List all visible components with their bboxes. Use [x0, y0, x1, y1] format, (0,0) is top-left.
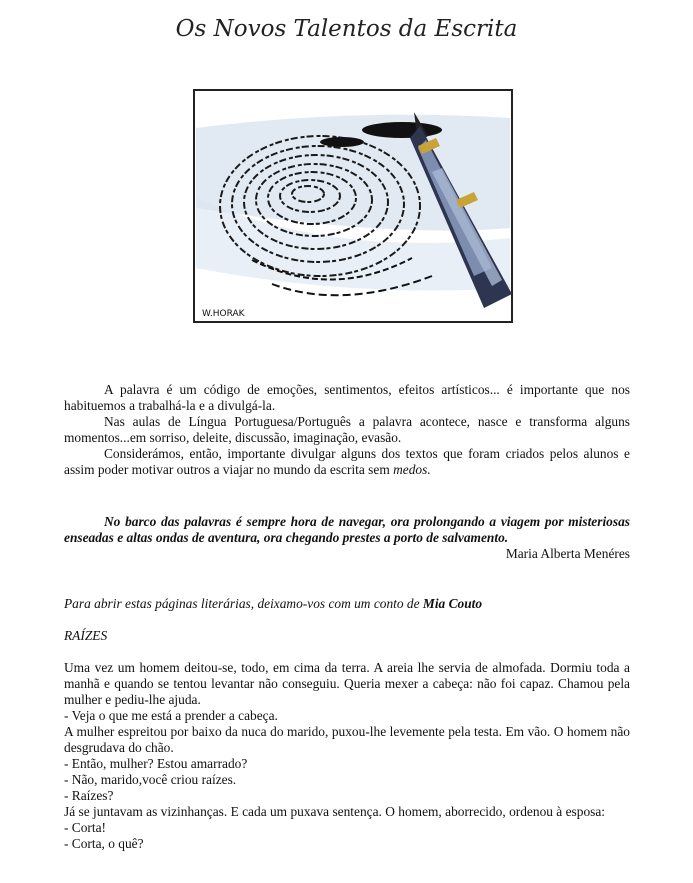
story-paragraph-2: A mulher espreitou por baixo da nuca do marido, puxou-lhe levemente pela testa. Em vão. O homem não desgrudava do chão.	[64, 724, 630, 755]
lead-author: Mia Couto	[422, 596, 483, 611]
story-line-3: - Não, marido,você criou raízes.	[64, 772, 237, 787]
story-title: RAÍZES	[64, 628, 108, 643]
story-line-2: - Então, mulher? Estou amarrado?	[64, 756, 248, 771]
story-body	[64, 660, 630, 852]
story-line-4: - Raízes?	[64, 788, 114, 803]
quote-section	[64, 514, 630, 562]
story-paragraph-1: Uma vez um homem deitou-se, todo, em cima da terra. A areia lhe servia de almofada. Dormiu toda a manhã e quando se tentou levantar não conseguiu. Queria mexer a cabeça: não foi capaz. Chamou pela mulher e pediu-lhe ajuda.	[64, 660, 630, 707]
quote-author: Maria Alberta Menéres	[505, 546, 630, 561]
intro-paragraph-1: A palavra é um código de emoções, sentimentos, efeitos artísticos... é importante que nos habituemos a trabalhá-la e a divulgá-la.	[64, 382, 630, 413]
story-line-6: - Corta, o quê?	[64, 836, 144, 851]
svg-text:W.HORAK: W.HORAK	[202, 309, 245, 319]
story-paragraph-3: Já se juntavam as vizinhanças. E cada um puxava sentença. O homem, aborrecido, ordenou à esposa:	[64, 804, 606, 819]
quote-text: No barco das palavras é sempre hora de navegar, ora prolongando a viagem por misteriosas enseadas e altas ondas de aventura, ora chegando prestes a porto de salvamento.	[64, 514, 630, 545]
fingerprint-pen-illustration	[192, 88, 514, 324]
story-line-5: - Corta!	[64, 820, 107, 835]
page-title: Os Novos Talentos da Escrita	[175, 16, 518, 42]
intro-paragraph-3-italic: medos.	[393, 462, 431, 477]
intro-paragraph-2: Nas aulas de Língua Portuguesa/Português a palavra acontece, nasce e transforma alguns momentos...em sorriso, deleite, discussão, imaginação, evasão.	[64, 414, 630, 445]
intro-paragraph-3-text: Considerámos, então, importante divulgar alguns dos textos que foram criados pelos alunos e assim poder motivar outros a viajar no mundo da escrita sem	[64, 446, 630, 477]
lead-text: Para abrir estas páginas literárias, deixamo-vos com um conto de	[64, 596, 423, 611]
intro-paragraph-3	[64, 446, 630, 478]
story-line-1: - Veja o que me está a prender a cabeça.	[64, 708, 278, 723]
lead-line	[64, 596, 630, 612]
intro-section	[64, 382, 630, 478]
